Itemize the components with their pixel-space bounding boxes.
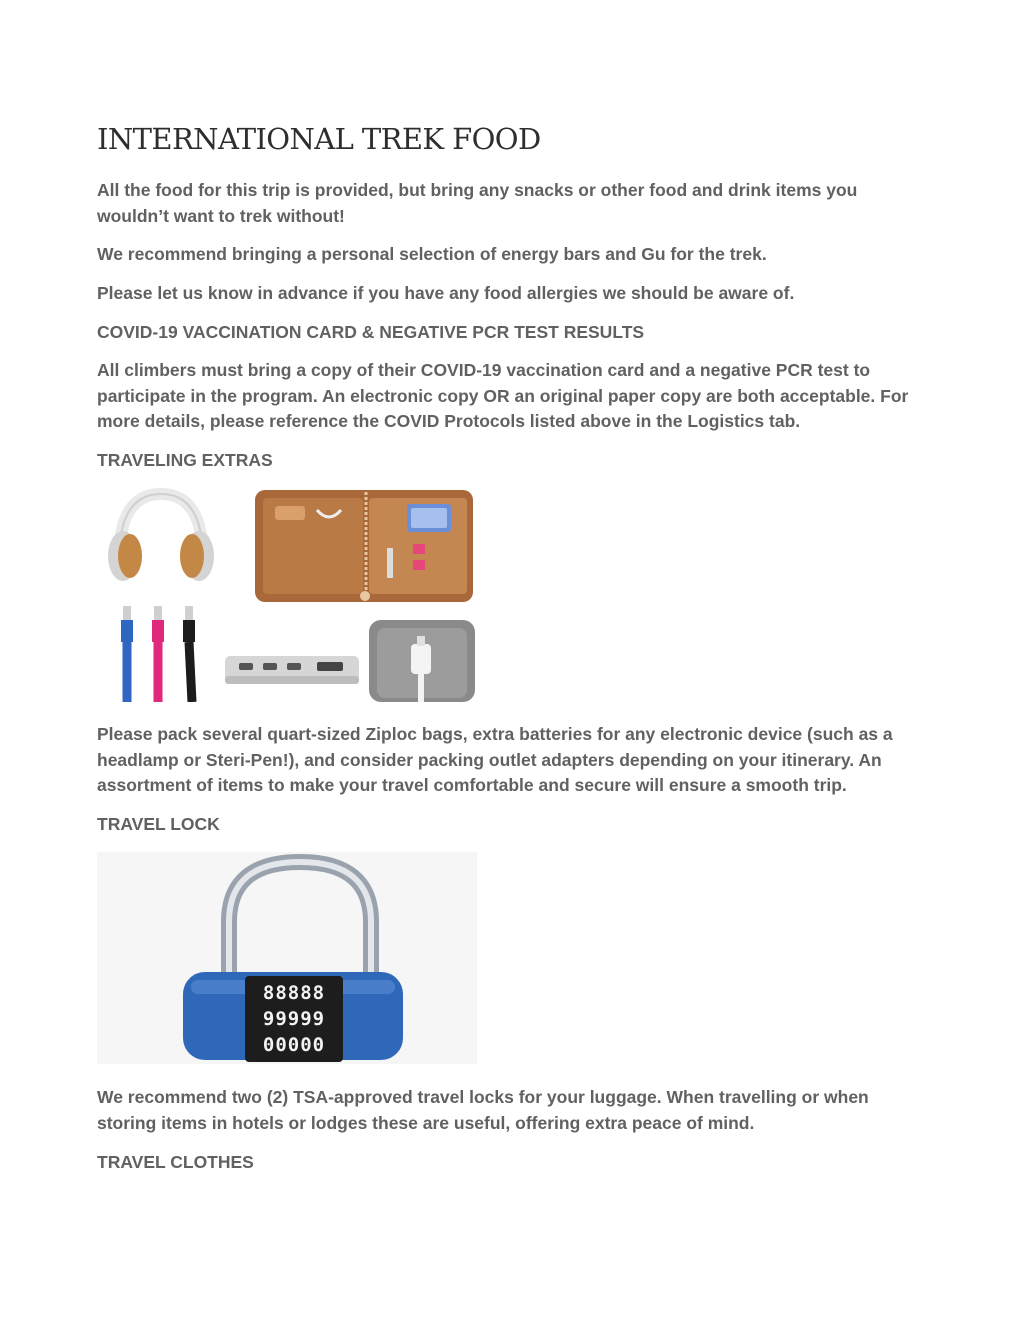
- travel-lock-heading: TRAVEL LOCK: [97, 814, 220, 834]
- covid-heading: COVID-19 VACCINATION CARD & NEGATIVE PCR TEST RESULTS: [97, 322, 645, 342]
- travel-clothes-heading: TRAVEL CLOTHES: [97, 1152, 254, 1172]
- traveling-extras-image: [97, 488, 477, 702]
- food-intro-paragraph: All the food for this trip is provided, but bring any snacks or other food and drink items you wouldn’t want to trek without!: [97, 180, 858, 226]
- allergies-paragraph: Please let us know in advance if you have any food allergies we should be aware of.: [97, 283, 795, 303]
- lock-dials: [247, 980, 341, 1058]
- travel-organizer-icon: [255, 490, 473, 602]
- lock-dial-row: 88888: [262, 982, 326, 1004]
- usb-cables-icon: [121, 606, 195, 702]
- lock-paragraph: We recommend two (2) TSA-approved travel locks for your luggage. When travelling or when storing items in hotels or lodges these are useful, offering extra peace of mind.: [97, 1087, 869, 1133]
- page-title: INTERNATIONAL TREK FOOD: [97, 122, 541, 156]
- traveling-extras-heading: TRAVELING EXTRAS: [97, 450, 273, 470]
- covid-paragraph: All climbers must bring a copy of their COVID-19 vaccination card and a negative PCR test to participate in the program. An electronic copy OR an original paper copy are both acceptable. For more details, please reference the COVID Protocols listed above in the Logistics tab.: [97, 360, 909, 431]
- headphones-icon: [108, 494, 214, 581]
- energy-bars-paragraph: We recommend bringing a personal selection of energy bars and Gu for the trek.: [97, 244, 767, 264]
- usb-hub-icon: [225, 656, 359, 684]
- travel-lock-image: [97, 852, 477, 1064]
- lock-dial-row: 99999: [262, 1008, 326, 1030]
- power-bank-icon: [369, 620, 475, 702]
- traveling-extras-illustration: [97, 488, 477, 702]
- extras-paragraph: Please pack several quart-sized Ziploc bags, extra batteries for any electronic device (such as a headlamp or Steri-Pen!), and consider packing outlet adapters depending on your itinerary. An assortment of items to make your travel comfortable and secure will ensure a smooth trip.: [97, 724, 893, 795]
- lock-dial-row: 00000: [262, 1034, 326, 1056]
